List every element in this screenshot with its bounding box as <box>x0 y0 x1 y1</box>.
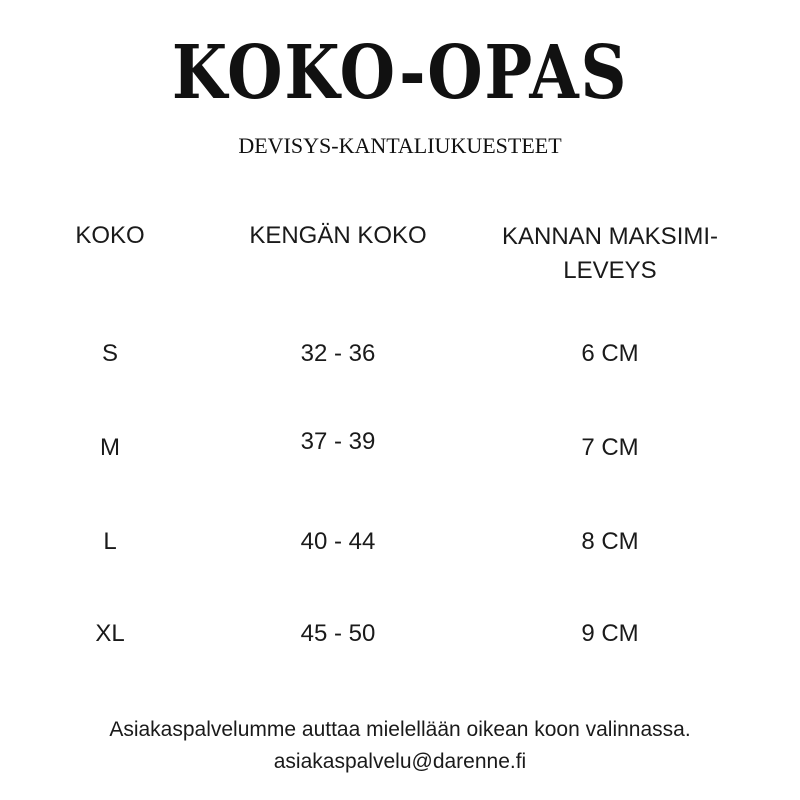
footer-note: Asiakaspalvelumme auttaa mielellään oikean koon valinnassa. <box>109 718 691 741</box>
footer-email: asiakaspalvelu@darenne.fi <box>273 750 527 773</box>
column-header-heel-width-line2: LEVEYS <box>563 257 657 284</box>
table-cell-size: S <box>101 340 118 367</box>
table-cell-heel-width: 6 CM <box>581 340 639 367</box>
column-header-shoe-size: KENGÄN KOKO <box>249 222 427 249</box>
table-cell-size: M <box>100 434 120 461</box>
table-cell-size: L <box>103 528 117 555</box>
page-subtitle: DEVISYS-KANTALIUKUESTEET <box>238 133 562 158</box>
table-cell-heel-width: 8 CM <box>581 528 639 555</box>
table-cell-size: XL <box>95 620 125 647</box>
table-cell-shoe-size: 32 - 36 <box>300 340 376 367</box>
table-cell-shoe-size: 40 - 44 <box>300 528 376 555</box>
column-header-heel-width <box>470 220 750 288</box>
table-cell-heel-width: 9 CM <box>581 620 639 647</box>
page-title: KOKO-OPAS <box>171 30 629 116</box>
table-cell-shoe-size: 37 - 39 <box>300 428 376 455</box>
column-header-size: KOKO <box>75 222 145 249</box>
column-header-heel-width-line1: KANNAN MAKSIMI- <box>501 223 719 250</box>
table-cell-heel-width: 7 CM <box>581 434 639 461</box>
table-cell-shoe-size: 45 - 50 <box>300 620 376 647</box>
